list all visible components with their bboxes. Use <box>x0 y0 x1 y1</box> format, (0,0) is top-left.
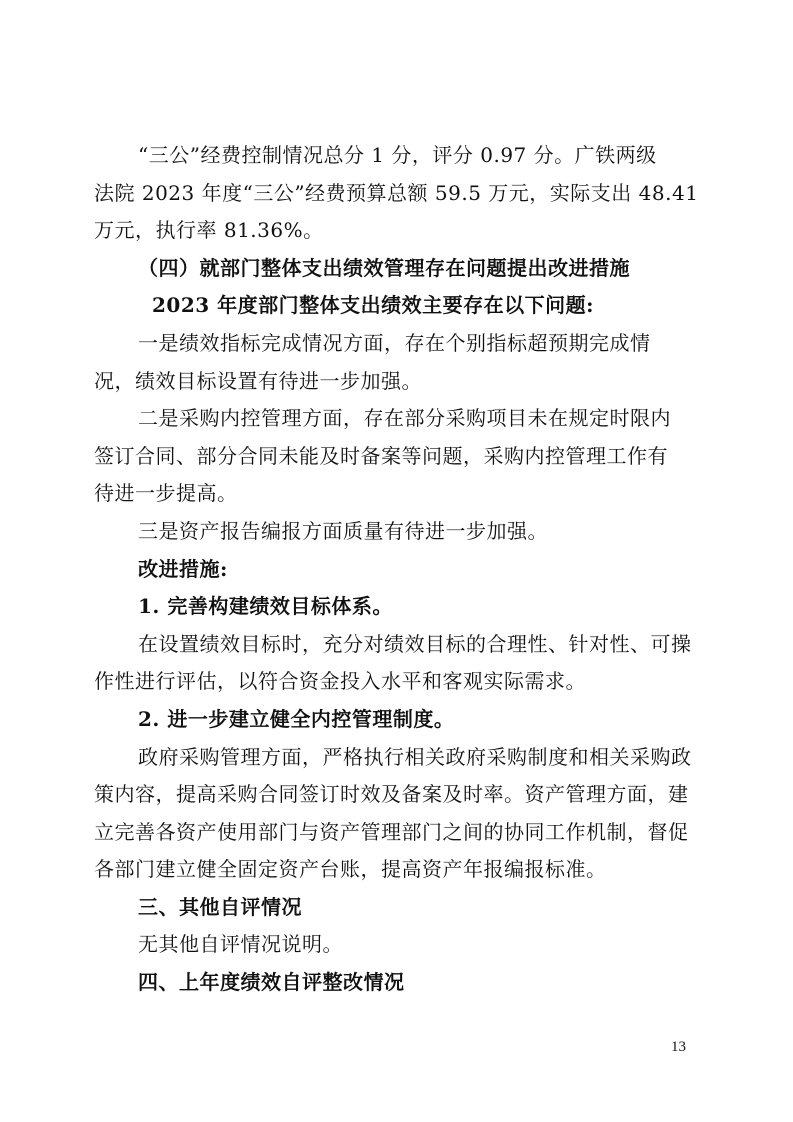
page-number: 13 <box>671 1039 686 1055</box>
numbered-heading: 2. 进一步建立健全内控管理制度。 <box>138 706 455 731</box>
paragraph-line: 一是绩效指标完成情况方面，存在个别指标超预期完成情 <box>138 330 651 355</box>
paragraph-line: 政府采购管理方面，严格执行相关政府采购制度和相关采购政 <box>138 744 692 769</box>
paragraph-line: “三公”经费控制情况总分 1 分，评分 0.97 分。广铁两级 <box>138 143 657 167</box>
subsection-heading: 2023 年度部门整体支出绩效主要存在以下问题: <box>152 293 595 318</box>
numbered-heading: 1. 完善构建绩效目标体系。 <box>138 594 393 619</box>
paragraph-line: 法院 2023 年度“三公”经费预算总额 59.5 万元，实际支出 48.41 <box>94 180 699 205</box>
paragraph-line: 立完善各资产使用部门与资产管理部门之间的协同工作机制，督促 <box>94 819 689 844</box>
paragraph-line: 无其他自评情况说明。 <box>138 932 343 957</box>
paragraph-line: 在设置绩效目标时，充分对绩效目标的合理性、针对性、可操 <box>138 631 692 656</box>
paragraph-line: 作性进行评估，以符合资金投入水平和客观实际需求。 <box>94 669 586 694</box>
paragraph-line: 三是资产报告编报方面质量有待进一步加强。 <box>138 518 548 543</box>
paragraph-line: 签订合同、部分合同未能及时备案等问题，采购内控管理工作有 <box>94 443 668 468</box>
paragraph-line: 策内容，提高采购合同签订时效及备案及时率。资产管理方面，建 <box>94 782 689 807</box>
chapter-heading: 四、上年度绩效自评整改情况 <box>138 970 405 995</box>
paragraph-line: 待进一步提高。 <box>94 481 238 506</box>
paragraph-line: 万元，执行率 81.36%。 <box>94 218 324 243</box>
paragraph-line: 二是采购内控管理方面，存在部分采购项目未在规定时限内 <box>138 406 671 431</box>
improvement-heading: 改进措施: <box>138 556 228 581</box>
paragraph-line: 各部门建立健全固定资产台账，提高资产年报编报标准。 <box>94 857 607 882</box>
paragraph-line: 况，绩效目标设置有待进一步加强。 <box>94 368 422 393</box>
section-heading: （四）就部门整体支出绩效管理存在问题提出改进措施 <box>138 255 630 280</box>
chapter-heading: 三、其他自评情况 <box>138 894 302 919</box>
document-body <box>94 137 704 1002</box>
